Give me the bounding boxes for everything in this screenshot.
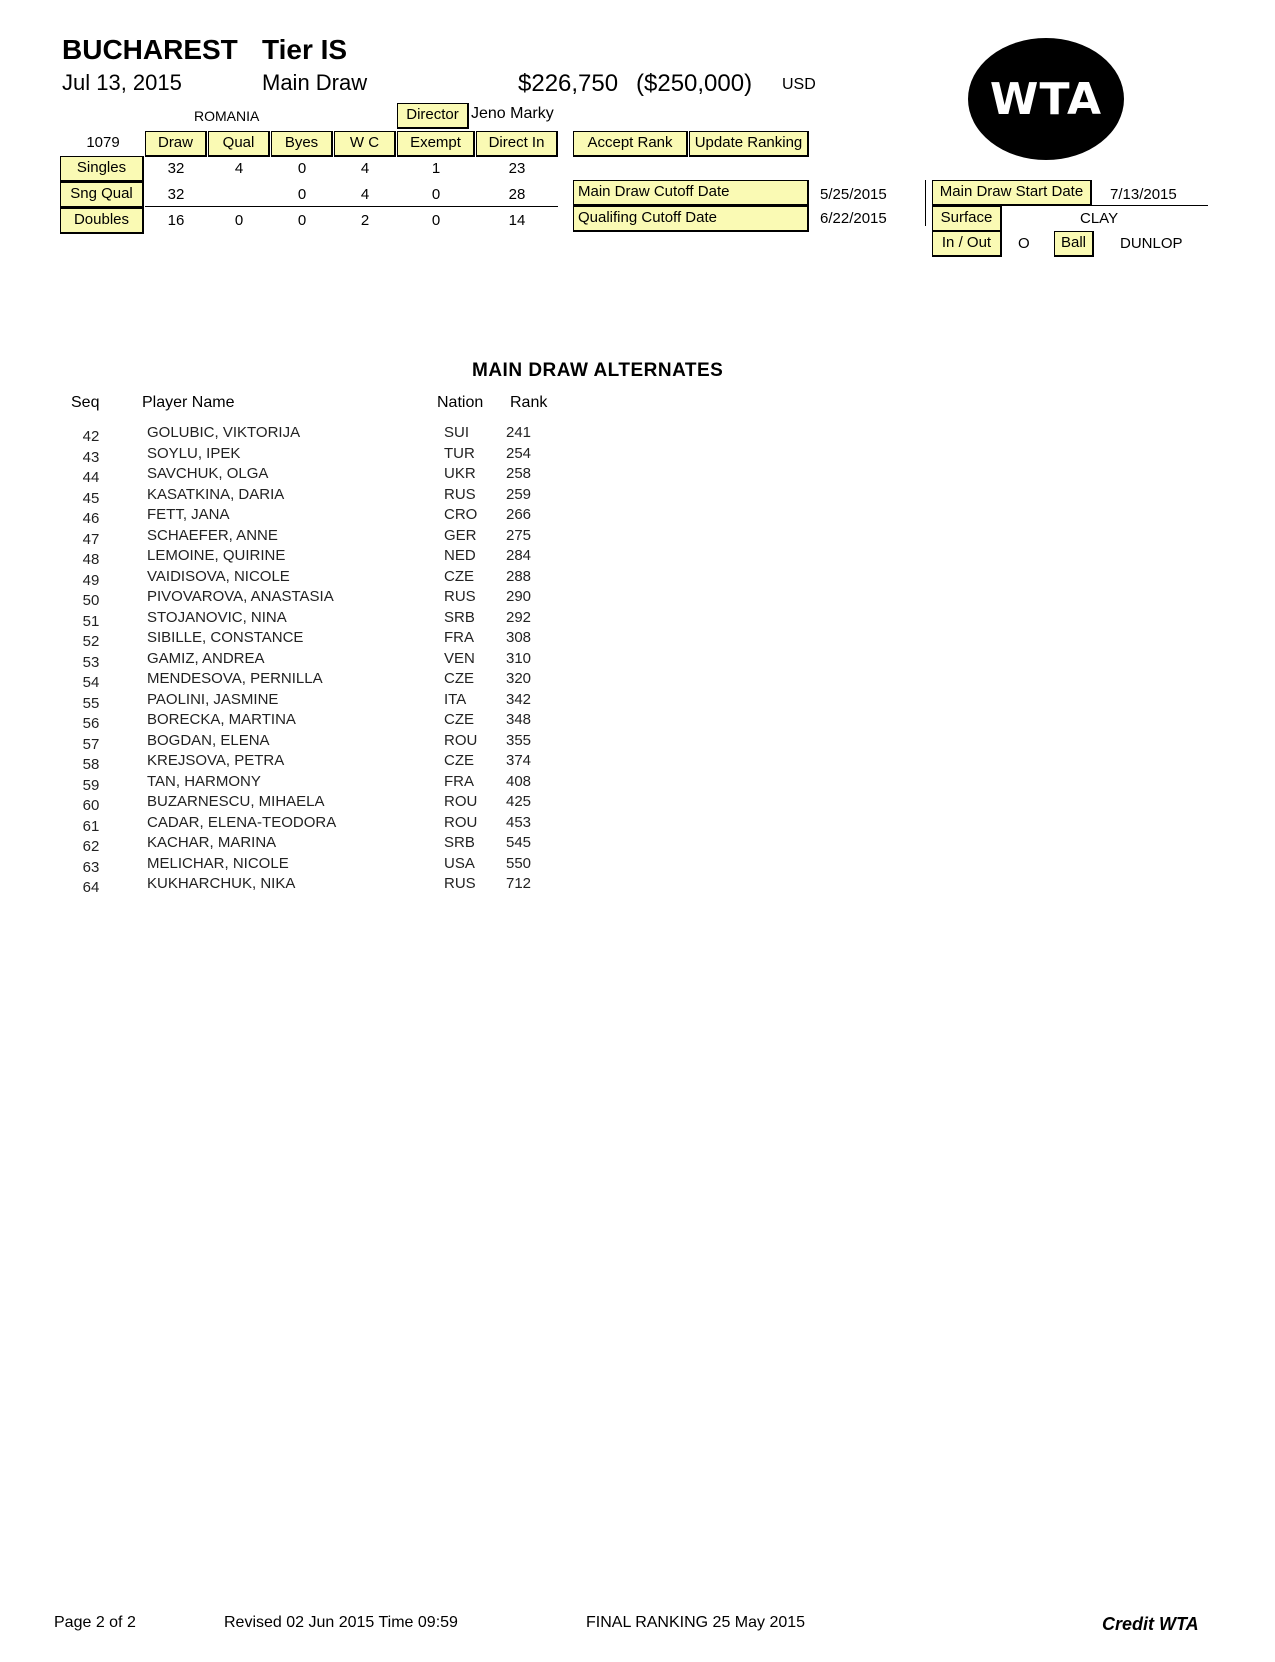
- prize-total: ($250,000): [636, 70, 753, 97]
- list-item: [0, 527, 700, 547]
- player-name: TAN, HARMONY: [147, 772, 261, 790]
- rank: 254: [506, 444, 532, 462]
- start-date-value: 7/13/2015: [1110, 186, 1177, 203]
- nation: ITA: [444, 690, 467, 708]
- nation: GER: [444, 526, 477, 544]
- seq: 55: [82, 694, 100, 712]
- list-item: [0, 855, 700, 875]
- table-divider: [145, 206, 558, 207]
- player-name: PAOLINI, JASMINE: [147, 690, 279, 708]
- seq: 59: [82, 776, 100, 794]
- player-name: SCHAEFER, ANNE: [147, 526, 278, 544]
- player-name: MELICHAR, NICOLE: [147, 854, 289, 872]
- list-item: [0, 424, 700, 444]
- nation: FRA: [444, 772, 474, 790]
- col-direct-in: Direct In: [476, 131, 558, 157]
- seq: 56: [82, 715, 100, 732]
- player-name: SOYLU, IPEK: [147, 444, 241, 462]
- seq: 60: [82, 797, 100, 814]
- rank: 290: [506, 588, 532, 605]
- list-item: [0, 650, 700, 670]
- seq: 43: [82, 448, 100, 466]
- list-item: [0, 773, 700, 793]
- singles-exempt: 1: [431, 160, 441, 177]
- nation: CRO: [444, 506, 478, 523]
- director-label: Director: [397, 103, 469, 129]
- nation: CZE: [444, 567, 474, 585]
- nation: FRA: [444, 629, 474, 646]
- tournament-id: 1079: [86, 134, 120, 151]
- tournament-tier: Tier IS: [262, 34, 348, 65]
- seq: 62: [82, 838, 100, 855]
- doubles-draw: 16: [167, 212, 185, 229]
- seq: 44: [82, 469, 100, 486]
- list-item: [0, 547, 700, 567]
- accept-rank-label: Accept Rank: [573, 131, 688, 157]
- in-out-value: O: [1018, 235, 1030, 252]
- rank: 348: [506, 711, 532, 728]
- nation: SRB: [444, 834, 475, 851]
- rank: 275: [506, 526, 532, 544]
- rank: 408: [506, 772, 532, 790]
- seq: 45: [82, 489, 100, 507]
- seq: 64: [82, 879, 100, 896]
- rank: 453: [506, 813, 532, 831]
- surface-value: CLAY: [1080, 210, 1119, 227]
- nation: CZE: [444, 670, 474, 687]
- sng-qual-exempt: 0: [431, 186, 441, 203]
- rank: 288: [506, 567, 532, 585]
- sng-qual-direct-in: 28: [508, 186, 526, 203]
- seq: 42: [82, 428, 100, 445]
- nation: SUI: [444, 424, 470, 441]
- player-name: KUKHARCHUK, NIKA: [147, 875, 296, 892]
- player-name: KASATKINA, DARIA: [147, 485, 285, 503]
- in-out-label: In / Out: [932, 231, 1002, 257]
- seq: 53: [82, 653, 100, 671]
- list-item: [0, 588, 700, 608]
- currency: USD: [782, 76, 816, 93]
- nation: USA: [444, 854, 475, 872]
- seq: 46: [82, 510, 100, 527]
- credit: Credit WTA: [1102, 1614, 1199, 1634]
- list-item: [0, 834, 700, 854]
- md-cutoff-value: 5/25/2015: [820, 186, 887, 203]
- player-name: LEMOINE, QUIRINE: [147, 547, 286, 564]
- player-name: GOLUBIC, VIKTORIJA: [147, 424, 301, 441]
- director-name: Jeno Marky: [471, 105, 554, 122]
- rank: 545: [506, 834, 532, 851]
- col-byes: Byes: [271, 131, 333, 157]
- rank: 310: [506, 649, 532, 667]
- seq: 58: [82, 756, 100, 773]
- list-item: [0, 670, 700, 690]
- player-name: SAVCHUK, OLGA: [147, 465, 269, 482]
- player-name: MENDESOVA, PERNILLA: [147, 670, 323, 687]
- surface-label: Surface: [932, 206, 1002, 232]
- seq: 63: [82, 858, 100, 876]
- nation: TUR: [444, 444, 475, 462]
- singles-byes: 0: [297, 160, 307, 177]
- sng-qual-wc: 4: [360, 186, 370, 203]
- seq: 61: [82, 817, 100, 835]
- nation: CZE: [444, 711, 474, 728]
- rank: 308: [506, 629, 532, 646]
- player-name: KACHAR, MARINA: [147, 834, 277, 851]
- nation: NED: [444, 547, 476, 564]
- list-item: [0, 814, 700, 834]
- draw-type: Main Draw: [262, 70, 368, 95]
- header-nation: Nation: [437, 394, 484, 411]
- seq: 52: [82, 633, 100, 650]
- tournament-city: BUCHAREST: [62, 34, 238, 65]
- md-cutoff-label: Main Draw Cutoff Date: [573, 180, 809, 206]
- nation: ROU: [444, 731, 478, 749]
- page-number: Page 2 of 2: [54, 1614, 136, 1631]
- seq: 51: [82, 612, 100, 630]
- singles-direct-in: 23: [508, 160, 526, 177]
- revised-date: Revised 02 Jun 2015 Time 09:59: [224, 1614, 458, 1631]
- nation: CZE: [444, 752, 474, 769]
- col-exempt: Exempt: [397, 131, 475, 157]
- list-item: [0, 752, 700, 772]
- rank: 241: [506, 424, 532, 441]
- list-item: [0, 691, 700, 711]
- tournament-date: Jul 13, 2015: [62, 70, 182, 95]
- seq: 49: [82, 571, 100, 589]
- rank: 320: [506, 670, 532, 687]
- row-label-doubles: Doubles: [60, 208, 144, 234]
- player-name: BORECKA, MARTINA: [147, 711, 296, 728]
- col-qual: Qual: [208, 131, 270, 157]
- rank: 284: [506, 547, 532, 564]
- player-name: CADAR, ELENA-TEODORA: [147, 813, 337, 831]
- ball-value: DUNLOP: [1120, 235, 1183, 252]
- rank: 355: [506, 731, 532, 749]
- country: ROMANIA: [194, 108, 260, 124]
- nation: RUS: [444, 485, 476, 503]
- rank: 425: [506, 793, 532, 810]
- update-ranking-label: Update Ranking: [689, 131, 809, 157]
- singles-wc: 4: [360, 160, 370, 177]
- rank: 374: [506, 752, 532, 769]
- player-name: KREJSOVA, PETRA: [147, 752, 285, 769]
- player-name: SIBILLE, CONSTANCE: [147, 629, 304, 646]
- list-item: [0, 506, 700, 526]
- ranking-date: FINAL RANKING 25 May 2015: [586, 1614, 806, 1631]
- header-rank: Rank: [510, 394, 548, 411]
- seq: 48: [82, 551, 100, 568]
- nation: VEN: [444, 649, 475, 667]
- row-label-singles: Singles: [60, 156, 144, 182]
- list-item: [0, 875, 700, 895]
- prize-money: $226,750: [518, 70, 619, 97]
- rank: 259: [506, 485, 532, 503]
- start-date-label: Main Draw Start Date: [932, 180, 1092, 206]
- doubles-wc: 2: [360, 212, 370, 229]
- nation: ROU: [444, 813, 478, 831]
- list-item: [0, 609, 700, 629]
- player-name: VAIDISOVA, NICOLE: [147, 567, 290, 585]
- player-name: GAMIZ, ANDREA: [147, 649, 265, 667]
- col-draw: Draw: [145, 131, 207, 157]
- rank: 550: [506, 854, 532, 872]
- nation: SRB: [444, 608, 475, 626]
- doubles-byes: 0: [297, 212, 307, 229]
- player-name: BUZARNESCU, MIHAELA: [147, 793, 325, 810]
- wta-logo: WTA: [968, 38, 1124, 160]
- nation: UKR: [444, 465, 476, 482]
- nation: RUS: [444, 875, 476, 892]
- rank: 266: [506, 506, 532, 523]
- header-player-name: Player Name: [142, 394, 235, 411]
- header-seq: Seq: [71, 394, 100, 411]
- col-wc: W C: [334, 131, 396, 157]
- q-cutoff-value: 6/22/2015: [820, 210, 887, 227]
- player-name: BOGDAN, ELENA: [147, 731, 270, 749]
- player-name: PIVOVAROVA, ANASTASIA: [147, 588, 334, 605]
- player-name: FETT, JANA: [147, 506, 230, 523]
- list-item: [0, 445, 700, 465]
- singles-qual: 4: [234, 160, 244, 177]
- list-item: [0, 732, 700, 752]
- list-item: [0, 711, 700, 731]
- ball-label: Ball: [1054, 231, 1094, 257]
- doubles-qual: 0: [234, 212, 244, 229]
- nation: ROU: [444, 793, 478, 810]
- rank: 258: [506, 465, 532, 482]
- doubles-exempt: 0: [431, 212, 441, 229]
- seq: 47: [82, 530, 100, 548]
- row-label-sng-qual: Sng Qual: [60, 182, 144, 208]
- seq: 50: [82, 592, 100, 609]
- nation: RUS: [444, 588, 476, 605]
- alternates-title: MAIN DRAW ALTERNATES: [472, 360, 724, 381]
- sng-qual-byes: 0: [297, 186, 307, 203]
- rank: 712: [506, 875, 532, 892]
- singles-draw: 32: [167, 160, 185, 177]
- list-item: [0, 486, 700, 506]
- list-item: [0, 629, 700, 649]
- doubles-direct-in: 14: [508, 212, 526, 229]
- seq: 57: [82, 735, 100, 753]
- q-cutoff-label: Qualifing Cutoff Date: [573, 206, 809, 232]
- list-item: [0, 793, 700, 813]
- info-divider: [925, 180, 926, 226]
- rank: 342: [506, 690, 532, 708]
- list-item: [0, 465, 700, 485]
- player-name: STOJANOVIC, NINA: [147, 608, 287, 626]
- list-item: [0, 568, 700, 588]
- rank: 292: [506, 608, 532, 626]
- seq: 54: [82, 674, 100, 691]
- sng-qual-draw: 32: [167, 186, 185, 203]
